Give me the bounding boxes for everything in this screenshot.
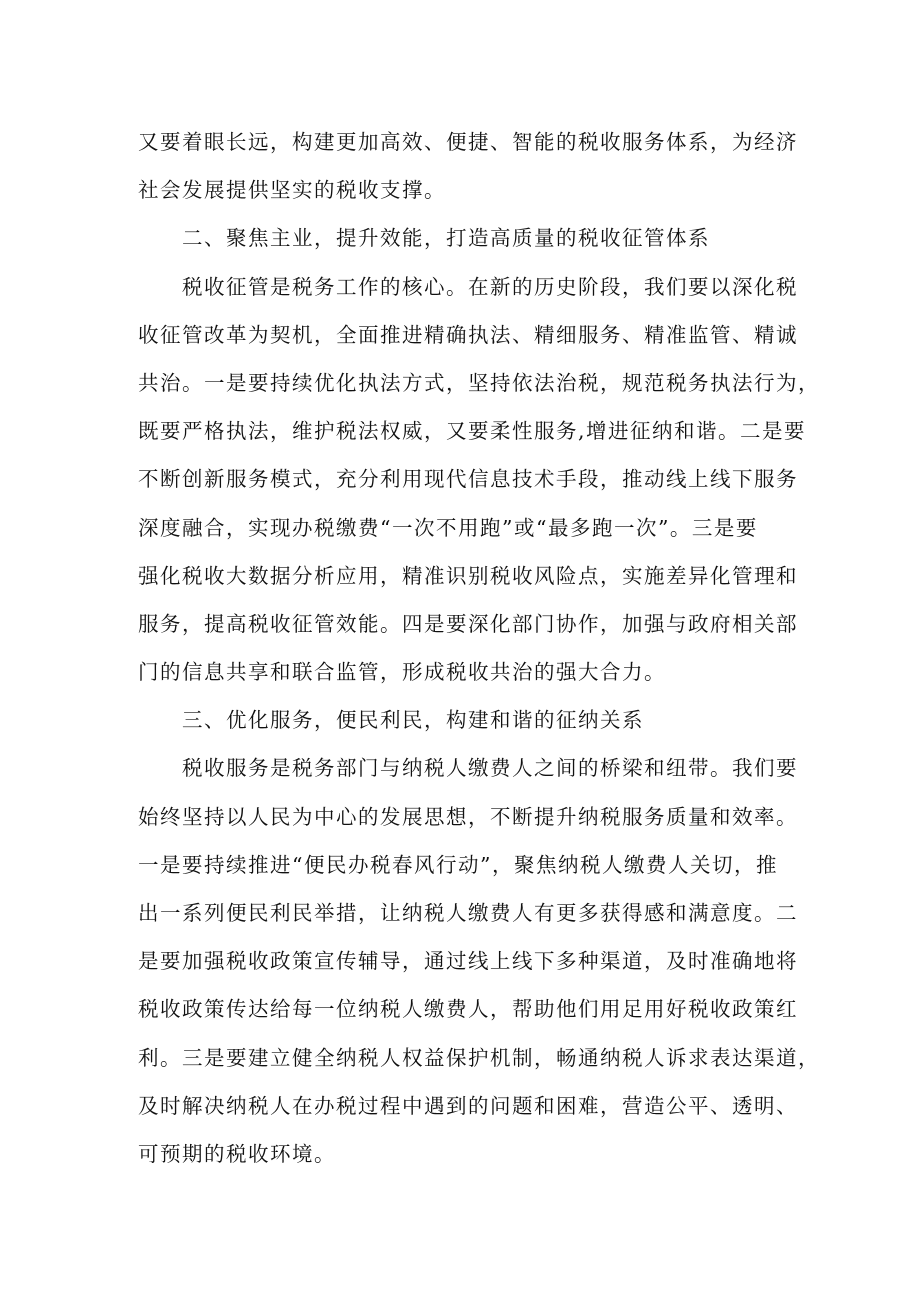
text-line: 又要着眼长远，构建更加高效、便捷、智能的税收服务体系，为经济 <box>138 130 798 154</box>
text-line: 强化税收大数据分析应用，精准识别税收风险点，实施差异化管理和 <box>138 563 798 588</box>
text-line: 门的信息共享和联合监管，形成税收共治的强大合力。 <box>138 660 666 685</box>
text-line: 利。三是要建立健全纳税人权益保护机制，畅通纳税人诉求表达渠道， <box>138 1045 820 1070</box>
text-line: 一是要持续推进“便民办税春风行动”，聚焦纳税人缴费人关切，推 <box>138 852 778 877</box>
text-line: 是要加强税收政策宣传辅导，通过线上线下多种渠道，及时准确地将 <box>138 949 798 974</box>
text-line: 出一系列便民利民举措，让纳税人缴费人有更多获得感和满意度。二 <box>138 901 798 925</box>
text-line: 既要严格执法，维护税法权威，又要柔性服务,增进征纳和谐。二是要 <box>138 419 807 444</box>
text-line: 深度融合，实现办税缴费“一次不用跑”或“最多跑一次”。三是要 <box>138 515 758 540</box>
text-line: 收征管改革为契机，全面推进精确执法、精细服务、精准监管、精诚 <box>138 322 798 347</box>
text-line: 服务，提高税收征管效能。四是要深化部门协作，加强与政府相关部 <box>138 611 798 636</box>
text-line: 税收政策传达给每一位纳税人缴费人，帮助他们用足用好税收政策红 <box>138 997 798 1022</box>
text-line: 始终坚持以人民为中心的发展思想，不断提升纳税服务质量和效率。 <box>138 804 798 829</box>
text-line: 及时解决纳税人在办税过程中遇到的问题和困难，营造公平、透明、 <box>138 1093 798 1118</box>
section-heading-3: 三、优化服务，便民利民，构建和谐的征纳关系 <box>182 708 644 733</box>
paragraph-start-line: 税收征管是税务工作的核心。在新的历史阶段，我们要以深化税 <box>182 274 798 299</box>
document-body <box>138 118 820 1178</box>
text-line: 社会发展提供坚实的税收支撑。 <box>138 178 446 203</box>
text-line: 不断创新服务模式，充分利用现代信息技术手段，推动线上线下服务 <box>138 467 798 492</box>
text-line: 可预期的税收环境。 <box>138 1141 336 1166</box>
text-line: 共治。一是要持续优化执法方式，坚持依法治税，规范税务执法行为， <box>138 370 820 395</box>
paragraph-start-line: 税收服务是税务部门与纳税人缴费人之间的桥梁和纽带。我们要 <box>182 756 798 781</box>
section-heading-2: 二、聚焦主业，提升效能，打造高质量的税收征管体系 <box>182 226 710 251</box>
